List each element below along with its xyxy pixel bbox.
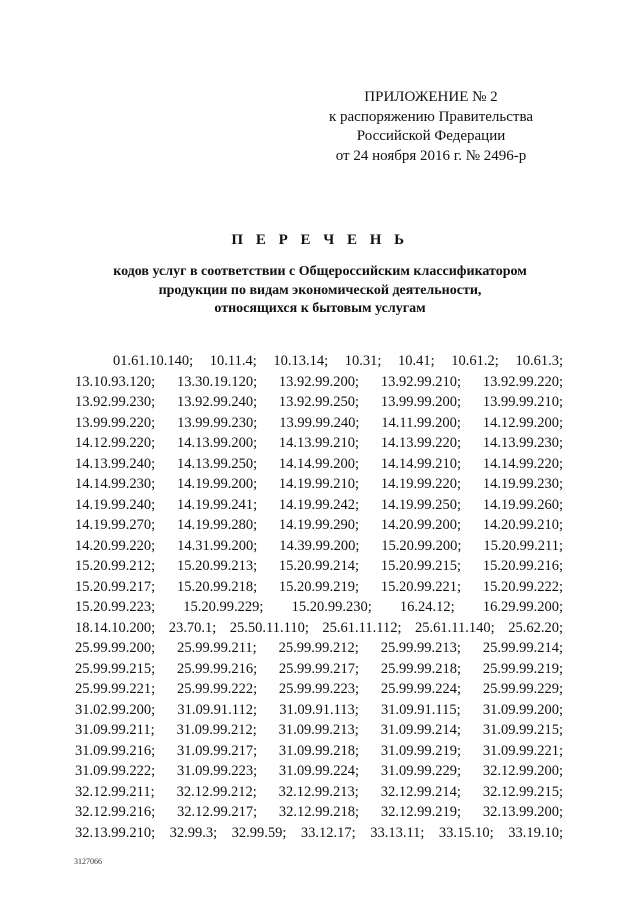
service-code: 14.20.99.220;: [75, 537, 156, 554]
service-code: 01.61.10.140;: [113, 353, 194, 369]
document-number: 3127066: [74, 857, 102, 866]
service-code: 32.12.99.213;: [278, 783, 359, 800]
code-line: [75, 720, 563, 741]
code-line: [75, 638, 563, 659]
service-code: 14.13.99.210;: [278, 435, 360, 451]
service-code: 32.12.99.217;: [176, 804, 258, 820]
service-code: 13.99.99.220;: [75, 414, 156, 431]
service-codes-list: [75, 351, 563, 843]
service-code: 14.19.99.240;: [75, 496, 156, 513]
code-line: [75, 659, 563, 680]
service-code: 16.29.99.200;: [482, 599, 563, 615]
service-code: 14.31.99.200;: [177, 537, 258, 554]
service-code: 13.92.99.210;: [380, 373, 462, 390]
service-code: 31.09.99.215;: [482, 722, 563, 738]
service-code: 18.14.10.200;: [75, 619, 156, 636]
appendix-line: Российской Федерации: [356, 128, 506, 144]
service-code: 25.99.99.214;: [482, 640, 563, 656]
service-code: 31.09.99.224;: [278, 763, 360, 779]
code-line: [75, 700, 563, 721]
service-code: 14.19.99.260;: [482, 496, 563, 513]
service-code: 14.20.99.200;: [380, 517, 462, 533]
appendix-date-line: от 24 ноября 2016 г. № 2496-р: [335, 147, 527, 164]
service-code: 31.09.99.219;: [380, 742, 462, 759]
subtitle-line: продукции по видам экономической деятельности,: [158, 282, 482, 298]
code-line: [75, 413, 563, 434]
service-code: 13.92.99.200;: [278, 373, 360, 390]
service-code: 15.20.99.221;: [380, 578, 462, 595]
service-code: 32.12.99.216;: [75, 804, 156, 820]
service-code: 13.99.99.210;: [482, 394, 563, 410]
code-line: [75, 454, 563, 475]
service-code: 25.61.11.112;: [322, 619, 402, 636]
code-line: [75, 372, 563, 393]
service-code: 31.09.99.213;: [278, 722, 359, 738]
service-code: 10.61.3;: [515, 353, 563, 369]
service-code: 15.20.99.214;: [278, 558, 360, 574]
code-line: [75, 392, 563, 413]
service-code: 14.14.99.220;: [482, 455, 563, 472]
code-line: [75, 802, 563, 823]
subtitle-line: относящихся к бытовым услугам: [214, 301, 426, 316]
service-code: 31.09.99.218;: [278, 742, 360, 759]
service-code: 31.09.99.221;: [482, 742, 563, 759]
code-line: [75, 351, 563, 372]
service-code: 32.13.99.200;: [482, 804, 563, 820]
appendix-title: ПРИЛОЖЕНИЕ № 2: [364, 89, 498, 105]
service-code: 15.20.99.219;: [278, 578, 360, 595]
service-code: 25.61.11.140;: [415, 619, 495, 636]
service-code: 25.99.99.224;: [380, 681, 462, 697]
code-line: [75, 433, 563, 454]
service-code: 25.99.99.200;: [75, 640, 156, 656]
service-code: 15.20.99.216;: [482, 558, 563, 574]
service-code: 13.99.99.240;: [279, 414, 360, 431]
service-code: 15.20.99.211;: [483, 537, 563, 554]
service-code: 14.19.99.241;: [176, 496, 258, 513]
document-title: П Е Р Е Ч Е Н Ь: [231, 232, 409, 248]
service-code: 13.10.93.120;: [75, 373, 156, 390]
service-code: 10.11.4;: [209, 353, 257, 369]
service-code: 10.41;: [398, 353, 435, 369]
service-code: 10.13.14;: [273, 353, 329, 369]
code-line: [75, 556, 563, 577]
service-code: 31.09.99.229;: [380, 763, 462, 779]
service-code: 25.99.99.212;: [278, 640, 359, 656]
service-code: 13.92.99.250;: [278, 394, 360, 410]
service-code: 14.19.99.210;: [278, 476, 360, 492]
service-code: 14.20.99.210;: [482, 517, 563, 533]
service-code: 33.19.10;: [508, 824, 563, 841]
service-code: 15.20.99.218;: [176, 578, 258, 595]
service-code: 25.99.99.219;: [482, 660, 563, 677]
service-code: 31.09.99.222;: [75, 763, 156, 779]
code-line: [75, 536, 563, 557]
code-line: [75, 761, 563, 782]
code-line: [75, 782, 563, 803]
service-code: 14.19.99.220;: [380, 476, 462, 492]
service-code: 15.20.99.213;: [176, 558, 258, 574]
service-code: 32.12.99.200;: [482, 763, 563, 779]
service-code: 31.09.99.214;: [380, 722, 461, 738]
service-code: 14.13.99.230;: [482, 435, 563, 451]
document-subtitle: [60, 263, 580, 319]
service-code: 31.09.99.216;: [75, 742, 156, 759]
service-code: 31.09.99.211;: [75, 722, 155, 738]
service-code: 32.12.99.219;: [380, 804, 462, 820]
service-code: 25.99.99.215;: [75, 660, 156, 677]
appendix-header: [300, 88, 562, 166]
service-code: 31.09.99.217;: [176, 742, 258, 759]
service-code: 25.99.99.229;: [482, 681, 563, 697]
service-code: 25.50.11.110;: [229, 619, 309, 636]
service-code: 31.09.99.212;: [176, 722, 257, 738]
service-code: 15.20.99.223;: [75, 599, 156, 615]
service-code: 25.99.99.216;: [176, 660, 258, 677]
service-code: 15.20.99.229;: [183, 599, 264, 615]
service-code: 25.99.99.211;: [177, 640, 257, 656]
service-code: 32.12.99.212;: [176, 783, 257, 800]
service-code: 14.13.99.250;: [176, 455, 258, 472]
service-code: 15.20.99.212;: [75, 558, 156, 574]
service-code: 32.12.99.214;: [380, 783, 461, 800]
service-code: 13.99.99.200;: [380, 394, 462, 410]
service-code: 13.92.99.220;: [482, 373, 563, 390]
service-code: 14.13.99.200;: [176, 435, 258, 451]
service-code: 14.14.99.230;: [75, 476, 156, 492]
service-code: 15.20.99.217;: [75, 578, 156, 595]
appendix-line: к распоряжению Правительства: [328, 108, 533, 125]
service-code: 32.99.59;: [231, 824, 287, 841]
code-line: [75, 679, 563, 700]
service-code: 15.20.99.215;: [380, 558, 462, 574]
service-code: 15.20.99.200;: [381, 537, 462, 554]
service-code: 32.99.3;: [169, 824, 218, 841]
service-code: 14.11.99.200;: [381, 414, 461, 431]
service-code: 13.99.99.230;: [177, 414, 258, 431]
service-code: 25.99.99.213;: [380, 640, 461, 656]
code-line: [75, 597, 563, 618]
service-code: 15.20.99.230;: [291, 599, 372, 615]
service-code: 14.19.99.230;: [482, 476, 563, 492]
service-code: 14.13.99.240;: [75, 455, 156, 472]
code-line: [75, 618, 563, 639]
service-code: 14.14.99.200;: [278, 455, 360, 472]
service-code: 13.92.99.240;: [176, 394, 258, 410]
code-line: [75, 823, 563, 844]
code-line: [75, 515, 563, 536]
service-code: 14.19.99.280;: [176, 517, 258, 533]
service-code: 14.39.99.200;: [279, 537, 360, 554]
service-code: 15.20.99.222;: [482, 578, 563, 595]
service-code: 10.61.2;: [451, 353, 499, 369]
service-code: 33.13.11;: [370, 824, 425, 841]
service-code: 32.12.99.215;: [482, 783, 563, 800]
service-code: 31.09.91.115;: [381, 701, 461, 718]
service-code: 14.19.99.250;: [380, 496, 462, 513]
code-line: [75, 495, 563, 516]
service-code: 33.15.10;: [438, 824, 494, 841]
service-code: 25.99.99.221;: [75, 681, 156, 697]
service-code: 14.14.99.210;: [380, 455, 462, 472]
service-code: 32.12.99.218;: [278, 804, 360, 820]
service-code: 31.02.99.200;: [75, 701, 156, 718]
service-code: 23.70.1;: [168, 619, 217, 636]
subtitle-line: кодов услуг в соответствии с Общероссийским классификатором: [113, 264, 527, 279]
service-code: 14.19.99.200;: [176, 476, 258, 492]
service-code: 32.12.99.211;: [75, 783, 155, 800]
service-code: 13.30.19.120;: [176, 373, 258, 390]
service-code: 32.13.99.210;: [75, 824, 156, 841]
service-code: 13.92.99.230;: [75, 394, 156, 410]
service-code: 10.31;: [344, 353, 382, 369]
service-code: 25.99.99.218;: [380, 660, 462, 677]
service-code: 31.09.99.223;: [176, 763, 258, 779]
service-code: 25.99.99.222;: [176, 681, 258, 697]
service-code: 25.62.20;: [508, 619, 563, 636]
code-line: [75, 741, 563, 762]
code-line: [75, 577, 563, 598]
service-code: 25.99.99.223;: [278, 681, 360, 697]
service-code: 16.24.12;: [399, 599, 455, 615]
service-code: 14.19.99.242;: [278, 496, 360, 513]
service-code: 14.19.99.270;: [75, 517, 156, 533]
service-code: 14.12.99.220;: [75, 435, 156, 451]
service-code: 14.12.99.200;: [482, 414, 563, 431]
code-line: [75, 474, 563, 495]
service-code: 14.13.99.220;: [380, 435, 462, 451]
service-code: 31.09.91.113;: [279, 701, 359, 718]
service-code: 31.09.91.112;: [177, 701, 257, 718]
service-code: 14.19.99.290;: [278, 517, 360, 533]
service-code: 33.12.17;: [300, 824, 356, 841]
service-code: 25.99.99.217;: [278, 660, 360, 677]
service-code: 31.09.99.200;: [482, 701, 563, 718]
